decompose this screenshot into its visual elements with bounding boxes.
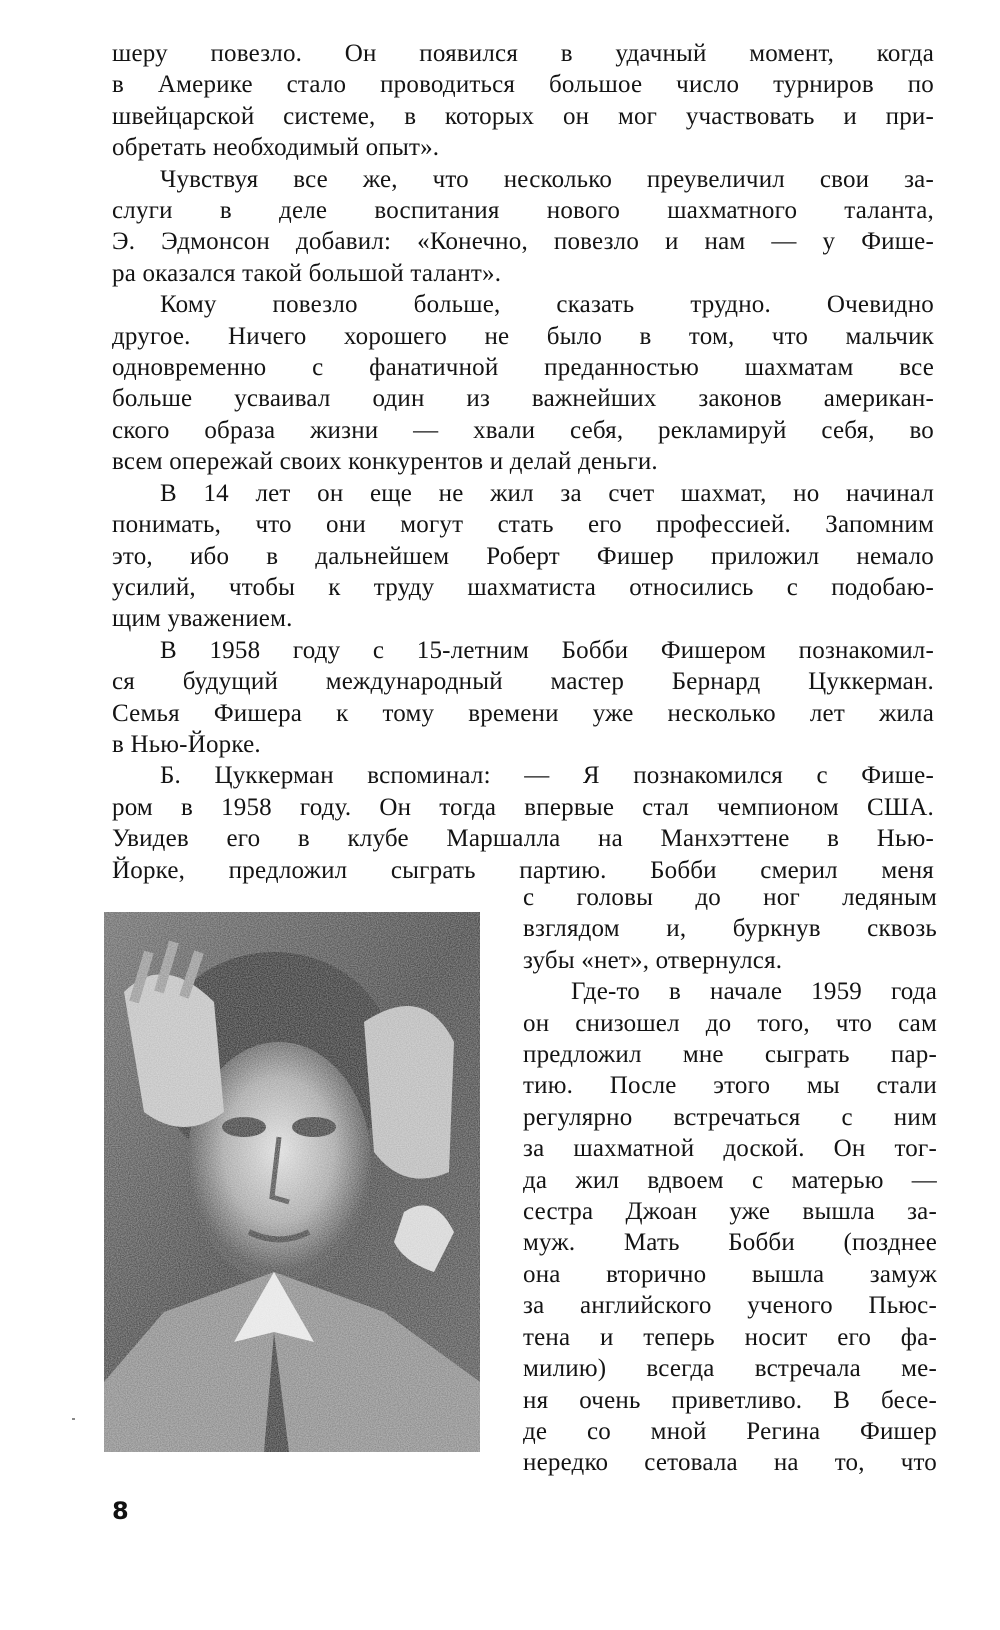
text-line: обретать необходимый опыт». [112, 134, 440, 162]
text-line: за шахматной доской. Он тог- [523, 1135, 937, 1163]
text-line: ня очень приветливо. В бесе- [523, 1386, 937, 1414]
text-line: с головы до ног ледяным [523, 884, 937, 911]
text-line: да жил вдвоем с матерью — [523, 1166, 937, 1194]
text-line: муж. Мать Бобби (позднее [523, 1229, 937, 1257]
text-line: одновременно с фанатичной преданностью шахматам все [112, 354, 934, 382]
text-line: ся будущий международный мастер Бернард Цуккерман. [112, 668, 934, 696]
text-line: тена и теперь носит его фа- [523, 1323, 937, 1351]
wrapped-text-column [523, 882, 937, 1479]
text-line: в Америке стало проводиться большое число турниров по [112, 71, 934, 99]
text-line: больше усваивал один из важнейших законов американ- [112, 385, 934, 413]
text-line: нередко сетовала на то, что [523, 1449, 937, 1477]
text-line: всем опережай своих конкурентов и делай деньги. [112, 448, 658, 476]
text-line: ром в 1958 году. Он тогда впервые стал чемпионом США. [112, 793, 934, 821]
text-line: Где-то в начале 1959 года [571, 978, 937, 1006]
text-line: это, ибо в дальнейшем Роберт Фишер приложил немало [112, 542, 934, 570]
text-line: сестра Джоан уже вышла за- [523, 1198, 937, 1226]
text-line: Семья Фишера к тому времени уже несколько лет жила [112, 699, 934, 727]
text-line: ра оказался такой большой талант». [112, 259, 502, 287]
text-line: Йорке, предложил сыграть партию. Бобби смерил меня [112, 856, 934, 884]
text-line: за английского ученого Пьюс- [523, 1292, 937, 1320]
text-line: усилий, чтобы к труду шахматиста относились с подобаю- [112, 573, 934, 601]
text-line: швейцарской системе, в которых он мог участвовать и при- [112, 102, 934, 130]
text-line: ского образа жизни — хвали себя, рекламируй себя, во [112, 416, 934, 444]
text-line: предложил мне сыграть пар- [523, 1041, 937, 1069]
text-line: Увидев его в клубе Маршалла на Манхэттене в Нью- [112, 825, 934, 853]
text-line: щим уважением. [112, 605, 293, 633]
text-line: В 14 лет он еще не жил за счет шахмат, но начинал [160, 479, 934, 507]
text-line: в Нью-Йорке. [112, 730, 261, 758]
text-line: Б. Цуккерман вспоминал: — Я познакомился с Фише- [160, 762, 934, 790]
text-line: милию) всегда встречала ме- [523, 1355, 937, 1383]
text-line: взглядом и, буркнув сквозь [523, 915, 937, 943]
print-speck [72, 1418, 75, 1420]
portrait-photo-image [104, 912, 480, 1452]
text-line: Чувствуя все же, что несколько преувеличил свои за- [160, 165, 934, 193]
text-line: В 1958 году с 15-летним Бобби Фишером познакомил- [160, 636, 934, 664]
text-line: слуги в деле воспитания нового шахматного таланта, [112, 197, 934, 225]
text-line: регулярно встречаться с ним [523, 1103, 937, 1131]
text-line: он снизошел до того, что сам [523, 1009, 937, 1037]
text-line: шеру повезло. Он появился в удачный момент, когда [112, 40, 934, 67]
page-number: 8 [112, 1497, 129, 1525]
text-line: понимать, что они могут стать его профессией. Запомним [112, 511, 934, 539]
text-line: она вторично вышла замуж [523, 1260, 937, 1288]
main-text-column [112, 38, 934, 886]
text-line: тию. После этого мы стали [523, 1072, 937, 1100]
text-line: другое. Ничего хорошего не было в том, что мальчик [112, 322, 934, 350]
text-line: Кому повезло больше, сказать трудно. Очевидно [160, 291, 934, 319]
text-line: зубы «нет», отвернулся. [523, 946, 783, 974]
text-line: Э. Эдмонсон добавил: «Конечно, повезло и нам — у Фише- [112, 228, 934, 256]
text-line: де со мной Регина Фишер [523, 1417, 937, 1445]
portrait-photo [104, 912, 480, 1452]
